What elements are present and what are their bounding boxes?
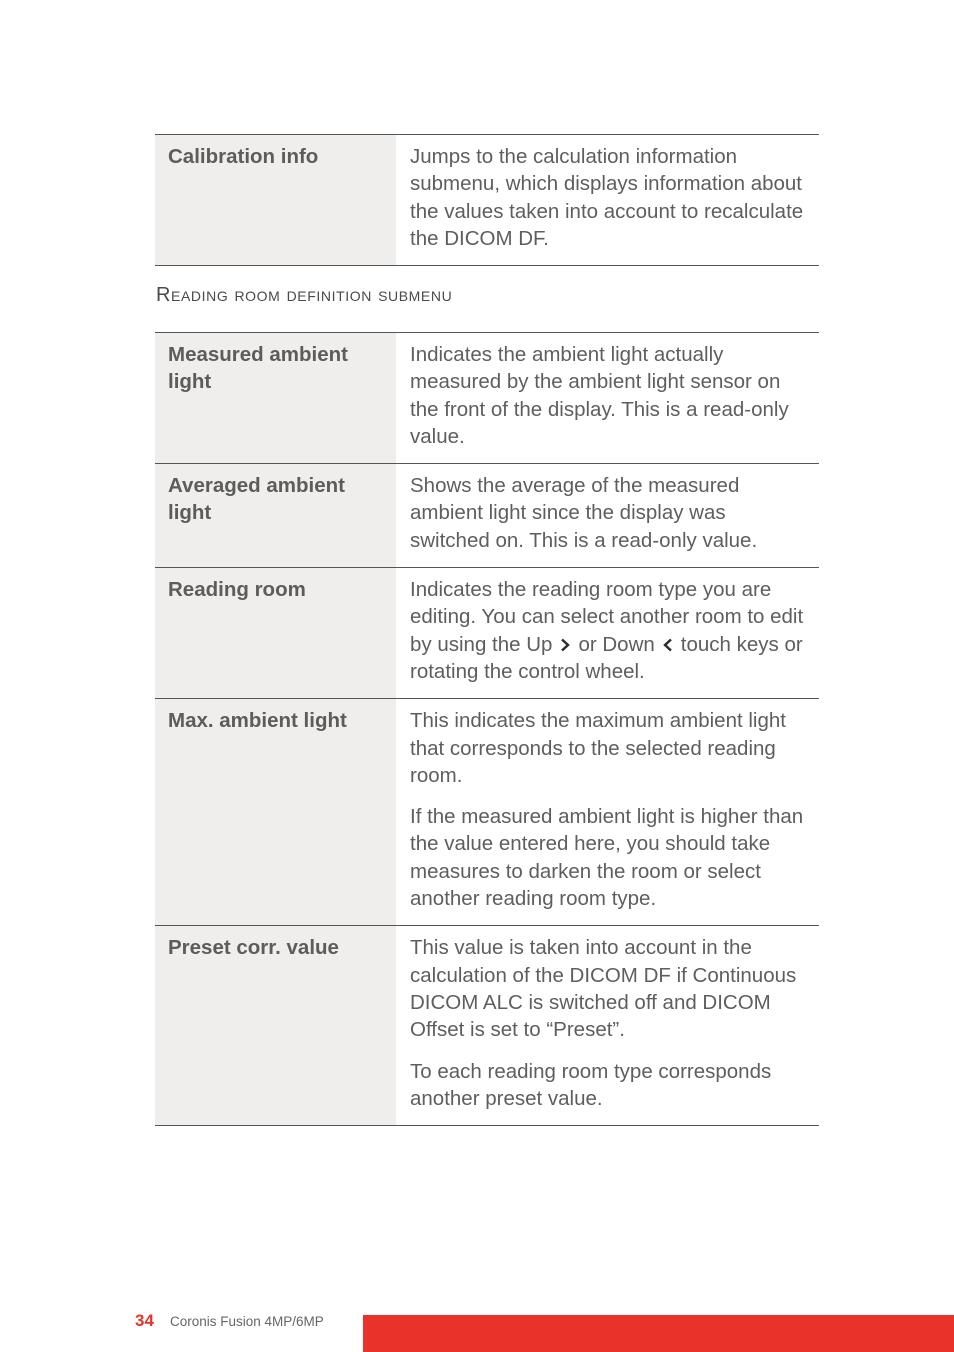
description-text: Jumps to the calculation information submenu, which displays information about the values taken into account to recalculate the DICOM DF.: [410, 145, 804, 250]
calibration-table: [155, 134, 819, 266]
description-cell: [396, 926, 819, 1126]
document-title: Coronis Fusion 4MP/6MP: [170, 1314, 324, 1329]
term-cell: Measured ambient light: [155, 333, 396, 464]
page-number: 34: [135, 1311, 154, 1330]
table-row: [155, 568, 819, 699]
term-cell: Averaged ambient light: [155, 464, 396, 568]
description-cell: [396, 135, 819, 266]
term-cell: Max. ambient light: [155, 699, 396, 926]
description-cell: [396, 333, 819, 464]
description-text: This indicates the maximum ambient light that corresponds to the selected reading room.: [410, 709, 786, 787]
description-text-part: or Down: [578, 632, 655, 656]
term-cell: Calibration info: [155, 135, 396, 266]
description-text: [410, 576, 809, 685]
table-row: [155, 926, 819, 1126]
table-row: [155, 333, 819, 464]
chevron-right-icon: [552, 631, 578, 658]
description-text: Indicates the ambient light actually measured by the ambient light sensor on the front of the display. This is a read-only value.: [410, 343, 789, 448]
footer-accent-bar: [363, 1315, 954, 1352]
section-heading: Reading room definition submenu: [156, 284, 453, 306]
description-cell: [396, 699, 819, 926]
table-row: [155, 699, 819, 926]
chevron-left-icon: [655, 631, 681, 658]
description-cell: [396, 464, 819, 568]
table-row: [155, 464, 819, 568]
term-cell: Reading room: [155, 568, 396, 699]
description-text: Shows the average of the measured ambient light since the display was switched on. This is a read-only value.: [410, 474, 758, 552]
description-text-part: Indicates the reading room type you are editing. You can select another room to edit by using the Up: [410, 578, 804, 656]
table-row: [155, 135, 819, 266]
description-text-part: touch keys or rotating the control wheel.: [410, 632, 803, 683]
description-text: If the measured ambient light is higher than the value entered here, you should take measures to darken the room or select another reading room type.: [410, 805, 804, 911]
term-cell: Preset corr. value: [155, 926, 396, 1126]
reading-room-table: [155, 332, 819, 1126]
description-text: To each reading room type corresponds another preset value.: [410, 1059, 772, 1110]
description-cell: [396, 568, 819, 699]
description-text: This value is taken into account in the calculation of the DICOM DF if Continuous DICOM ALC is switched off and DICOM Offset is set to “Preset”.: [410, 936, 797, 1042]
